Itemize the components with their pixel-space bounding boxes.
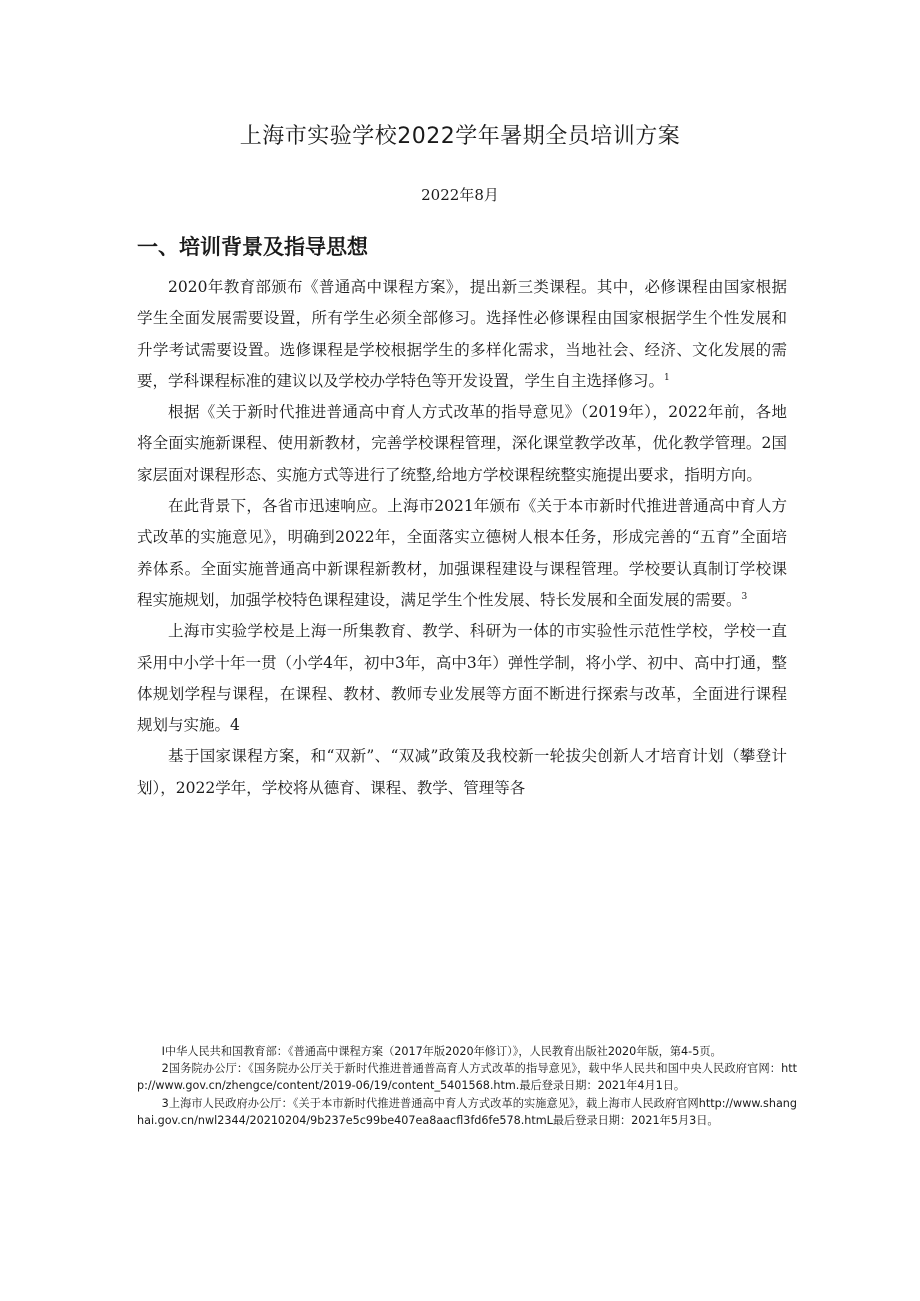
paragraph-text: 基于国家课程方案，和“双新”、“双减”政策及我校新一轮拔尖创新人才培育计划（攀登计划），2022学年，学校将从德育、课程、教学、管理等各 — [137, 747, 787, 797]
paragraph — [137, 491, 787, 616]
paragraph-text: 根据《关于新时代推进普通高中育人方式改革的指导意见》（2019年），2022年前，各地将全面实施新课程、使用新教材，完善学校课程管理，深化课堂教学改革，优化教学管理。2国家层面对课程形态、实施方式等进行了统整,给地方学校课程统整实施提出要求，指明方向。 — [137, 403, 787, 484]
section-heading: 一、培训背景及指导思想 — [137, 235, 368, 259]
footnotes — [137, 1043, 797, 1129]
footnote: 2国务院办公厅：《国务院办公厅关于新时代推进普通普高育人方式改革的指导意见》，载中华人民共和国中央人民政府官网：http://www.gov.cn/zhengce/content/2019-06/19/content_5401568.htm.最后登录日期：2021年4月1日。 — [137, 1062, 797, 1093]
paragraph — [137, 397, 787, 491]
paragraph-text: 2020年教育部颁布《普通高中课程方案》，提出新三类课程。其中，必修课程由国家根据学生全面发展需要设置，所有学生必须全部修习。选择性必修课程由国家根据学生个性发展和升学考试需要设置。选修课程是学校根据学生的多样化需求，当地社会、经济、文化发展的需要，学科课程标准的建议以及学校办学特色等开发设置，学生自主选择修习。 — [137, 278, 787, 390]
body-text — [137, 272, 787, 804]
paragraph — [137, 272, 787, 397]
paragraph-text: 在此背景下，各省市迅速响应。上海市2021年颁布《关于本市新时代推进普通高中育人方式改革的实施意见》，明确到2022年，全面落实立德树人根本任务，形成完善的“五育”全面培养体系。全面实施普通高中新课程新教材，加强课程建设与课程管理。学校要认真制订学校课程实施规划，加强学校特色课程建设，满足学生个性发展、特长发展和全面发展的需要。 — [137, 497, 787, 609]
document-title: 上海市实验学校2022学年暑期全员培训方案 — [239, 124, 681, 149]
footnote-marker: 1 — [664, 372, 670, 383]
paragraph — [137, 616, 787, 741]
footnote-marker: 3 — [741, 591, 748, 602]
footnote: 3上海市人民政府办公厅：《关于本市新时代推进普通高中育人方式改革的实施意见》，载上海市人民政府官网http://www.shanghai.gov.cn/nwl2344/20210204/9b237e5c99be407ea8aacfl3fd6fe578.htmL最后登录日期：2021年5月3日。 — [137, 1096, 797, 1127]
document-date: 2022年8月 — [421, 186, 499, 204]
paragraph-text: 上海市实验学校是上海一所集教育、教学、科研为一体的市实验性示范性学校，学校一直采用中小学十年一贯（小学4年，初中3年，高中3年）弹性学制，将小学、初中、高中打通，整体规划学程与课程，在课程、教材、教师专业发展等方面不断进行探索与改革，全面进行课程规划与实施。4 — [137, 622, 787, 735]
footnote: I中华人民共和国教育部：《普通高中课程方案（2017年版2020年修订）》，人民教育出版社2020年版，第4-5页。 — [161, 1045, 722, 1058]
paragraph — [137, 741, 787, 804]
